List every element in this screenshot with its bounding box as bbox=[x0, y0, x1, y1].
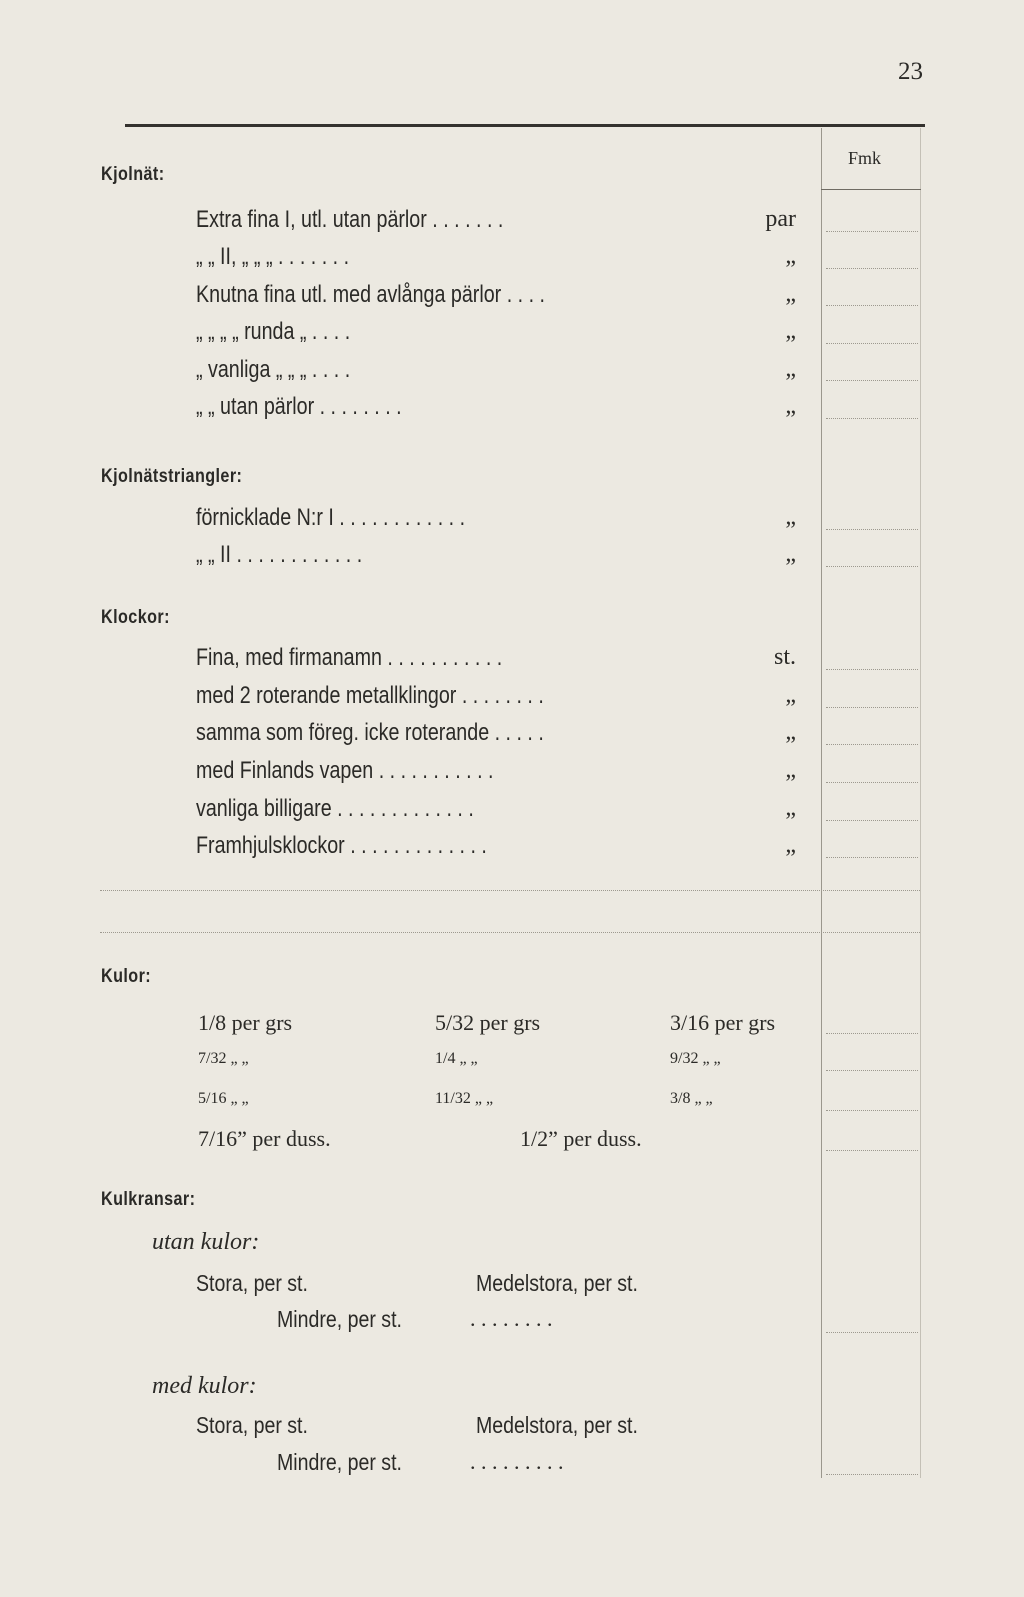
list-item bbox=[196, 318, 796, 348]
item-unit: „ bbox=[785, 243, 796, 269]
item-unit: „ bbox=[785, 318, 796, 344]
list-item bbox=[196, 682, 796, 712]
kulor-item: 1/2” per duss. bbox=[520, 1126, 642, 1151]
subheading-utan-kulor: utan kulor: bbox=[152, 1229, 260, 1255]
item-medelstora: Medelstora, per st. bbox=[476, 1412, 638, 1438]
price-cell bbox=[826, 1110, 918, 1111]
price-cell bbox=[826, 820, 918, 821]
price-cell bbox=[826, 857, 918, 858]
item-mindre: Mindre, per st. bbox=[277, 1449, 402, 1475]
price-cell bbox=[826, 418, 918, 419]
divider bbox=[100, 932, 920, 933]
price-cell bbox=[826, 268, 918, 269]
item-text: „ vanliga „ „ „ . . . . bbox=[196, 356, 351, 383]
price-cell bbox=[826, 1033, 918, 1034]
kulor-item: 7/32 „ „ bbox=[198, 1050, 249, 1067]
kulor-item: 1/8 per grs bbox=[198, 1010, 293, 1035]
price-cell bbox=[826, 1332, 918, 1333]
item-text: Framhjulsklockor . . . . . . . . . . . . . bbox=[196, 832, 487, 859]
price-cell bbox=[826, 380, 918, 381]
price-cell bbox=[826, 305, 918, 306]
section-title-klockor: Klockor: bbox=[101, 607, 170, 628]
list-item bbox=[196, 719, 796, 749]
price-cell bbox=[826, 669, 918, 670]
item-text: „ „ II . . . . . . . . . . . . bbox=[196, 541, 363, 568]
list-item bbox=[196, 504, 796, 534]
subheading-med-kulor: med kulor: bbox=[152, 1373, 257, 1399]
price-cell bbox=[826, 707, 918, 708]
price-cell bbox=[826, 566, 918, 567]
item-text: samma som föreg. icke roterande . . . . . bbox=[196, 719, 544, 746]
item-unit: „ bbox=[785, 757, 796, 783]
item-unit: „ bbox=[785, 356, 796, 382]
item-unit: st. bbox=[773, 644, 796, 670]
item-stora: Stora, per st. bbox=[196, 1412, 308, 1438]
leader-dots: . . . . . . . . bbox=[470, 1306, 553, 1331]
divider bbox=[100, 890, 920, 891]
list-item bbox=[196, 795, 796, 825]
item-unit: „ bbox=[785, 832, 796, 858]
kulor-item: 3/16 per grs bbox=[670, 1010, 776, 1035]
leader-dots: . . . . . . . . . bbox=[470, 1449, 564, 1474]
price-column-header: Fmk bbox=[848, 148, 882, 168]
header-rule bbox=[125, 124, 925, 127]
item-text: med Finlands vapen . . . . . . . . . . . bbox=[196, 757, 494, 784]
item-text: Fina, med firmanamn . . . . . . . . . . . bbox=[196, 644, 503, 671]
kulor-item: 1/4 „ „ bbox=[435, 1050, 478, 1067]
price-column-border bbox=[821, 128, 822, 1478]
item-unit: „ bbox=[785, 393, 796, 419]
item-text: förnicklade N:r I . . . . . . . . . . . . bbox=[196, 504, 466, 531]
list-item bbox=[196, 356, 796, 386]
kulor-item: 5/16 „ „ bbox=[198, 1090, 249, 1107]
list-item bbox=[196, 757, 796, 787]
price-cell bbox=[826, 529, 918, 530]
list-item bbox=[196, 644, 796, 674]
kulor-item: 3/8 „ „ bbox=[670, 1090, 713, 1107]
price-column-right-border bbox=[920, 128, 921, 1478]
item-text: Knutna fina utl. med avlånga pärlor . . . . bbox=[196, 281, 545, 308]
price-cell bbox=[826, 231, 918, 232]
list-item bbox=[196, 393, 796, 423]
item-unit: „ bbox=[785, 281, 796, 307]
section-title-kjolnatstriangler: Kjolnätstriangler: bbox=[101, 466, 243, 487]
page-number: 23 bbox=[898, 58, 923, 85]
item-text: „ „ II, „ „ „ . . . . . . . bbox=[196, 243, 350, 270]
price-cell bbox=[826, 782, 918, 783]
list-item bbox=[196, 206, 796, 236]
item-unit: „ bbox=[785, 719, 796, 745]
item-text: med 2 roterande metallklingor . . . . . . . . bbox=[196, 682, 544, 709]
item-unit: „ bbox=[785, 541, 796, 567]
list-item bbox=[196, 541, 796, 571]
item-text: vanliga billigare . . . . . . . . . . . . . bbox=[196, 795, 474, 822]
list-item bbox=[196, 243, 796, 273]
price-cell bbox=[826, 1070, 918, 1071]
section-title-kjolnat: Kjolnät: bbox=[101, 164, 165, 185]
item-mindre: Mindre, per st. bbox=[277, 1306, 402, 1332]
section-title-kulkransar: Kulkransar: bbox=[101, 1189, 196, 1210]
price-cell bbox=[826, 343, 918, 344]
item-text: Extra fina I, utl. utan pärlor . . . . . . . bbox=[196, 206, 504, 233]
item-unit: par bbox=[765, 206, 796, 232]
item-stora: Stora, per st. bbox=[196, 1270, 308, 1296]
kulor-item: 5/32 per grs bbox=[435, 1010, 541, 1035]
price-header-rule bbox=[821, 189, 921, 190]
kulor-item: 9/32 „ „ bbox=[670, 1050, 721, 1067]
price-cell bbox=[826, 1474, 918, 1475]
list-item bbox=[196, 832, 796, 862]
kulor-item: 7/16” per duss. bbox=[198, 1126, 331, 1151]
price-cell bbox=[826, 1150, 918, 1151]
item-unit: „ bbox=[785, 795, 796, 821]
item-medelstora: Medelstora, per st. bbox=[476, 1270, 638, 1296]
list-item bbox=[196, 281, 796, 311]
item-unit: „ bbox=[785, 682, 796, 708]
item-unit: „ bbox=[785, 504, 796, 530]
item-text: „ „ „ „ runda „ . . . . bbox=[196, 318, 351, 345]
price-cell bbox=[826, 744, 918, 745]
item-text: „ „ utan pärlor . . . . . . . . bbox=[196, 393, 402, 420]
kulor-item: 11/32 „ „ bbox=[435, 1090, 494, 1107]
section-title-kulor: Kulor: bbox=[101, 966, 152, 987]
